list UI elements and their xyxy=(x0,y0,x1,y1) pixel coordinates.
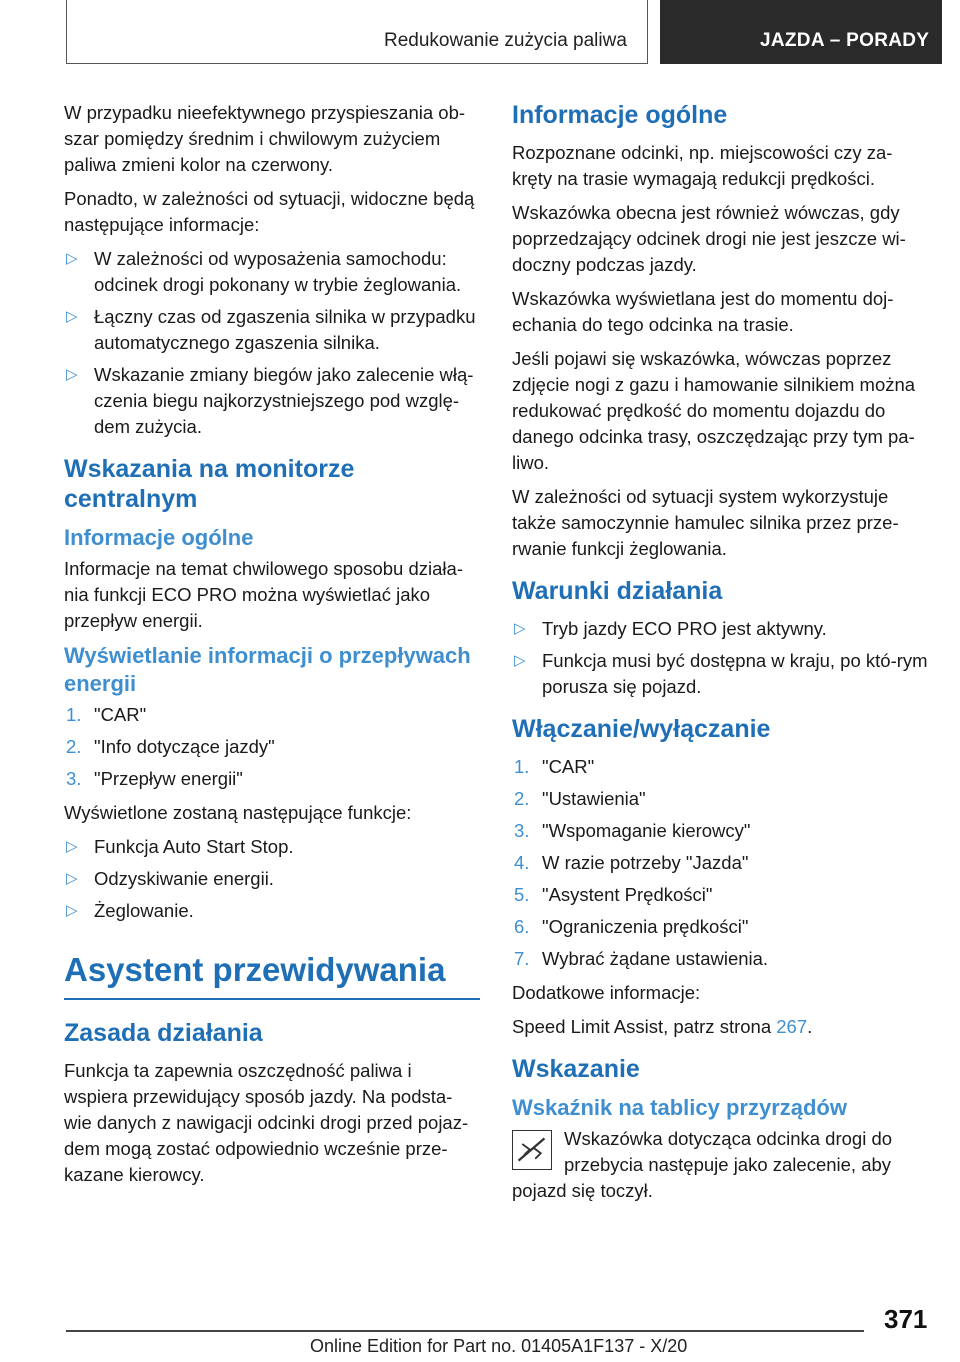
paragraph: Wskazówka obecna jest również wówczas, gdy poprzedzający odcinek drogi nie jest jeszcze wi-doczny podczas jazdy. xyxy=(512,202,906,275)
paragraph: Dodatkowe informacje: xyxy=(512,982,701,1003)
list-item: ▷ Funkcja Auto Start Stop. xyxy=(64,834,480,860)
numbered-list xyxy=(64,702,480,792)
paragraph: Ponadto, w zależności od sytuacji, widoczne będą następujące informacje: xyxy=(64,188,475,235)
section-heading: Wskazanie xyxy=(512,1055,640,1083)
list-item: 3. "Wspomaganie kierowcy" xyxy=(514,820,751,841)
subsection-heading: Wyświetlanie informacji o przepływach energii xyxy=(64,643,471,696)
list-item: ▷ W zależności od wyposażenia samochodu: odcinek drogi pokonany w trybie żeglowania. xyxy=(66,248,462,295)
header-tab-label: JAZDA – PORADY xyxy=(760,30,930,51)
paragraph: W zależności od sytuacji system wykorzystuje także samoczynnie hamulec silnika przez prze-rwanie funkcji żeglowania. xyxy=(512,486,899,559)
paragraph: Informacje na temat chwilowego sposobu działa-nia funkcji ECO PRO można wyświetlać jako przepływ energii. xyxy=(64,558,463,631)
triangle-right-icon: ▷ xyxy=(514,652,526,669)
page-reference-link[interactable]: 267 xyxy=(776,1016,808,1037)
page-number: 371 xyxy=(884,1304,928,1334)
subsection-heading: Wskaźnik na tablicy przyrządów xyxy=(512,1095,847,1120)
list-item: 4. W razie potrzeby "Jazda" xyxy=(514,852,749,873)
list-item: 6. "Ograniczenia prędkości" xyxy=(514,916,749,937)
paragraph: W przypadku nieefektywnego przyspieszania ob-szar pomiędzy średnim i chwilowym zużyciem paliwa zmieni kolor na czerwony. xyxy=(64,102,466,175)
list-item: 5. "Asystent Prędkości" xyxy=(514,884,713,905)
header-title: Redukowanie zużycia paliwa xyxy=(384,30,627,51)
triangle-right-icon: ▷ xyxy=(66,308,78,325)
numbered-list xyxy=(512,754,928,972)
section-heading: Włączanie/wyłączanie xyxy=(512,715,771,743)
list-item: ▷ Odzyskiwanie energii. xyxy=(64,866,480,892)
paragraph: Wyświetlone zostaną następujące funkcje: xyxy=(64,802,412,823)
bullet-list xyxy=(64,246,480,440)
list-item: ▷ Łączny czas od zgaszenia silnika w przypadku automatycznego zgaszenia silnika. xyxy=(66,306,476,353)
list-item: 1. "CAR" xyxy=(514,756,595,777)
footer-text: Online Edition for Part no. 01405A1F137 - X/20 xyxy=(310,1336,688,1356)
list-item: ▷ Żeglowanie. xyxy=(64,898,480,924)
chapter-heading: Asystent przewidywania xyxy=(64,951,446,988)
list-item: ▷ Funkcja musi być dostępna w kraju, po któ-rym porusza się pojazd. xyxy=(514,650,928,697)
paragraph: Wskazówka dotycząca odcinka drogi do przebycia następuje jako zalecenie, aby pojazd się toczył. xyxy=(512,1128,893,1201)
list-item: 1. "CAR" xyxy=(66,704,147,725)
triangle-right-icon: ▷ xyxy=(66,366,78,383)
triangle-right-icon: ▷ xyxy=(66,838,78,855)
list-item: 2. "Ustawienia" xyxy=(514,788,646,809)
section-heading: Wskazania na monitorze centralnym xyxy=(64,455,355,513)
footer-rule xyxy=(66,1330,864,1332)
list-item: ▷ Wskazanie zmiany biegów jako zalecenie włą-czenia biegu najkorzystniejszego pod wzglę-dem zużycia. xyxy=(66,364,474,437)
bullet-list xyxy=(512,616,928,700)
paragraph: Rozpoznane odcinki, np. miejscowości czy za-kręty na trasie wymagają redukcji prędkości. xyxy=(512,142,893,189)
list-item: 7. Wybrać żądane ustawienia. xyxy=(514,948,769,969)
paragraph: Jeśli pojawi się wskazówka, wówczas poprzez zdjęcie nogi z gazu i hamowanie silnikiem można redukować prędkość do momentu dojazdu do danego odcinka trasy, oszczędzając przy tym pa-liwo. xyxy=(512,348,916,473)
heading-rule xyxy=(64,998,480,1000)
coasting-hint-icon xyxy=(512,1130,552,1170)
left-column xyxy=(64,100,480,1196)
section-heading: Informacje ogólne xyxy=(512,101,728,129)
triangle-right-icon: ▷ xyxy=(66,250,78,267)
paragraph: Funkcja ta zapewnia oszczędność paliwa i wspiera przewidujący sposób jazdy. Na podsta-wie danych z nawigacji odcinki drogi przed pojaz-dem mogą zostać odpowiednio wcześnie prze-kazane kierowcy. xyxy=(64,1059,469,1185)
list-item: 2. "Info dotyczące jazdy" xyxy=(66,736,275,757)
list-item: ▷ Tryb jazdy ECO PRO jest aktywny. xyxy=(512,616,928,642)
triangle-right-icon: ▷ xyxy=(66,902,78,919)
list-item: 3. "Przepływ energii" xyxy=(66,768,243,789)
triangle-right-icon: ▷ xyxy=(514,620,526,637)
right-column xyxy=(512,100,928,1212)
triangle-right-icon: ▷ xyxy=(66,870,78,887)
paragraph: Wskazówka wyświetlana jest do momentu doj-echania do tego odcinka na trasie. xyxy=(512,288,894,335)
subsection-heading: Informacje ogólne xyxy=(64,525,254,550)
section-heading: Zasada działania xyxy=(64,1018,263,1047)
section-heading: Warunki działania xyxy=(512,577,723,605)
paragraph: Speed Limit Assist, patrz strona 267. xyxy=(512,1016,813,1037)
bullet-list xyxy=(64,834,480,924)
